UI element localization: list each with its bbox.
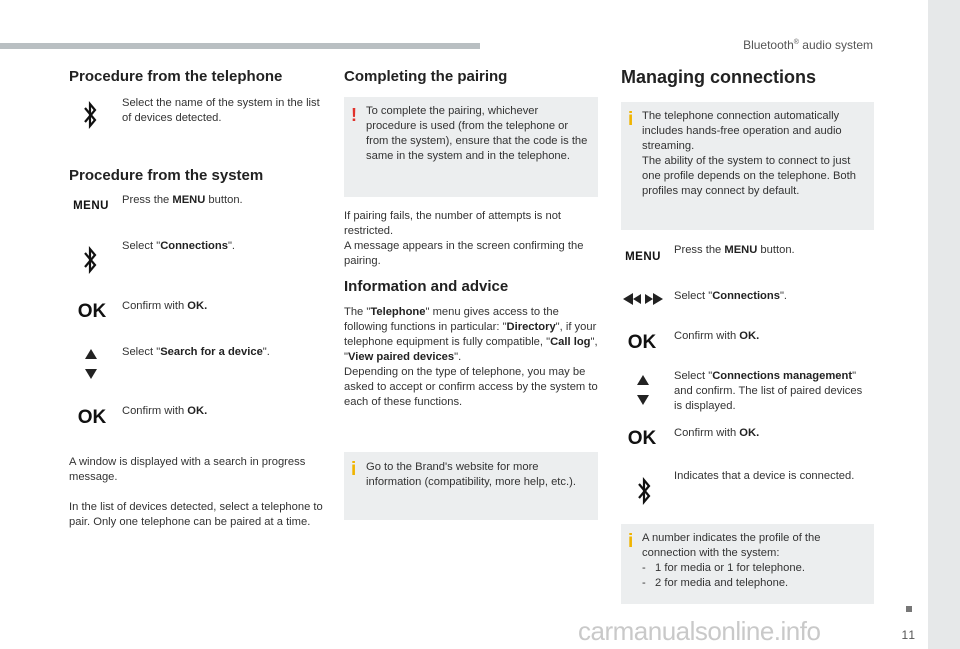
up-down-arrows-icon — [81, 346, 101, 382]
left-right-arrows-icon — [621, 291, 665, 307]
heading-information-advice: Information and advice — [344, 278, 509, 295]
information-text: The "Telephone" menu gives access to the following functions in particular: "Directory", if your telephone equipment is fully compatible, "Call log", "View paired devices". Depending on the type of telephone, you may be asked to accept or confirm access by the system to each of these functions. — [344, 306, 598, 408]
manage-step-5: Confirm with OK. — [674, 427, 760, 439]
warning-text: To complete the pairing, whichever procedure is used (from the telephone or from the system), ensure that the code is the same in the system and in the telephone. — [366, 105, 588, 162]
watermark: carmanualsonline.info — [578, 616, 821, 646]
warning-box — [344, 97, 598, 197]
menu-icon: MENU — [73, 200, 109, 212]
device-connected-text: Indicates that a device is connected. — [674, 470, 855, 482]
section-title: Bluetooth® audio system — [743, 38, 873, 52]
ok-icon: OK — [77, 407, 107, 428]
manage-step-1: Press the MENU button. — [674, 244, 795, 256]
profile-note-text — [642, 531, 870, 591]
warning-icon: ! — [351, 105, 357, 125]
system-step-1: Press the MENU button. — [122, 194, 243, 206]
info-box-website — [344, 452, 598, 520]
bluetooth-icon — [79, 98, 101, 132]
page-marker — [906, 606, 912, 612]
select-telephone-text: In the list of devices detected, select a telephone to pair. Only one telephone can be paired at a time. — [69, 501, 323, 528]
system-step-2: Select "Connections". — [122, 240, 236, 252]
ok-icon: OK — [627, 428, 657, 449]
pairing-fail-text: If pairing fails, the number of attempts is not restricted. A message appears in the screen confirming the pairing. — [344, 210, 584, 267]
manage-step-2: Select "Connections". — [674, 290, 788, 302]
website-info-text: Go to the Brand's website for more information (compatibility, more help, etc.). — [366, 461, 576, 488]
up-down-arrows-icon — [633, 372, 653, 408]
search-progress-text: A window is displayed with a search in progress message. — [69, 456, 306, 483]
connection-info-text: The telephone connection automatically includes hands-free operation and audio streaming. The ability of the system to connect to just one profile depends on the telephone. Both profiles may connect by default. — [642, 110, 856, 197]
heading-managing-connections: Managing connections — [621, 67, 817, 87]
profile-note-item: - 2 for media and telephone. — [642, 577, 789, 589]
ok-icon: OK — [627, 332, 657, 353]
info-icon: i — [628, 531, 634, 552]
menu-icon: MENU — [625, 251, 661, 263]
phone-step-text: Select the name of the system in the list of devices detected. — [122, 97, 320, 124]
system-step-5: Confirm with OK. — [122, 405, 208, 417]
heading-completing-pairing: Completing the pairing — [344, 68, 508, 85]
heading-procedure-system: Procedure from the system — [69, 167, 264, 184]
info-icon: i — [351, 459, 357, 480]
top-rule — [0, 43, 480, 49]
heading-procedure-telephone: Procedure from the telephone — [69, 68, 283, 85]
profile-note-intro: A number indicates the profile of the connection with the system: — [642, 532, 821, 559]
manage-step-4: Select "Connections management" and confirm. The list of paired devices is displayed. — [674, 370, 863, 412]
bluetooth-icon — [633, 474, 655, 508]
bluetooth-icon — [79, 243, 101, 277]
page-number: 11 — [901, 628, 916, 642]
system-step-4: Select "Search for a device". — [122, 346, 270, 358]
manage-step-3: Confirm with OK. — [674, 330, 760, 342]
profile-note-box — [621, 524, 874, 604]
side-strip — [928, 0, 960, 649]
ok-icon: OK — [77, 301, 107, 322]
connection-info-box — [621, 102, 874, 230]
info-icon: i — [628, 109, 634, 130]
system-step-3: Confirm with OK. — [122, 300, 208, 312]
profile-note-item: - 1 for media or 1 for telephone. — [642, 562, 805, 574]
